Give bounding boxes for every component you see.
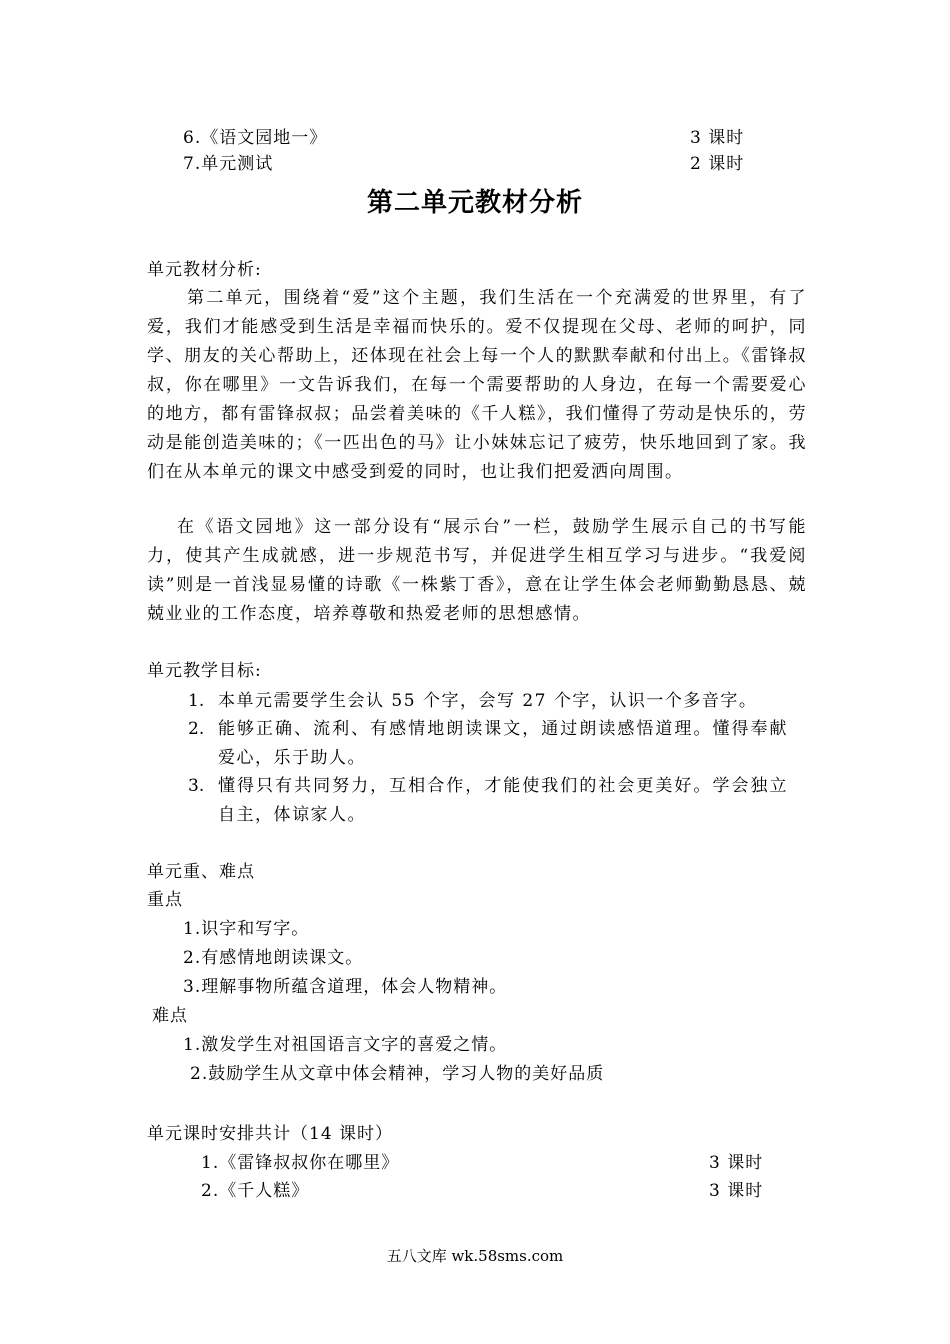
schedule-item-2-hours: 3 课时 [709,1181,764,1201]
footer-watermark: 五八文库 wk.58sms.com [386,1247,564,1265]
schedule-heading: 单元课时安排共计（14 课时） [147,1124,394,1144]
key-item-2: 2.有感情地朗读课文。 [183,948,364,968]
goal-item-1-number: 1. [188,691,205,711]
analysis-heading: 单元教材分析: [147,260,262,280]
difficult-label: 难点 [152,1006,188,1026]
key-item-1: 1.识字和写字。 [183,919,310,939]
top-list-item-7-hours: 2 课时 [690,154,745,174]
schedule-item-1-hours: 3 课时 [709,1153,764,1173]
top-list-item-6-label: 6.《语文园地一》 [183,128,328,148]
goal-item-2-text: 能够正确、流利、有感情地朗读课文，通过朗读感悟道理。懂得奉献爱心，乐于助人。 [218,719,788,768]
key-item-3: 3.理解事物所蕴含道理，体会人物精神。 [183,977,508,997]
goal-item-3-number: 3. [188,776,205,796]
goals-heading: 单元教学目标: [147,661,262,681]
schedule-item-1-label: 1.《雷锋叔叔你在哪里》 [201,1153,400,1173]
top-list-item-6-hours: 3 课时 [690,128,745,148]
goal-item-2-number: 2. [188,719,205,739]
key-label: 重点 [147,890,183,910]
schedule-item-2-label: 2.《千人糕》 [201,1181,310,1201]
difficult-item-2: 2.鼓励学生从文章中体会精神，学习人物的美好品质 [190,1064,605,1084]
page-title: 第二单元教材分析 [366,188,583,218]
analysis-paragraph-1: 第二单元，围绕着“爱”这个主题，我们生活在一个充满爱的世界里，有了爱，我们才能感受到生活是幸福而快乐的。爱不仅提现在父母、老师的呵护，同学、朋友的关心帮助上，还体现在社会上每一个人的默默奉献和付出上。《雷锋叔叔，你在哪里》一文告诉我们，在每一个需要帮助的人身边，在每一个需要爱心的地方，都有雷锋叔叔；品尝着美味的《千人糕》，我们懂得了劳动是快乐的，劳动是能创造美味的；《一匹出色的马》让小妹妹忘记了疲劳，快乐地回到了家。我们在从本单元的课文中感受到爱的同时，也让我们把爱洒向周围。 [147,288,807,482]
key-points-heading: 单元重、难点 [147,862,255,882]
goal-item-3-text: 懂得只有共同努力，互相合作，才能使我们的社会更美好。学会独立自主，体谅家人。 [218,776,788,825]
difficult-item-1: 1.激发学生对祖国语言文字的喜爱之情。 [183,1035,508,1055]
analysis-paragraph-2: 在《语文园地》这一部分设有“展示台”一栏，鼓励学生展示自己的书写能力，使其产生成就感，进一步规范书写，并促进学生相互学习与进步。“我爱阅读”则是一首浅显易懂的诗歌《一株紫丁香》，意在让学生体会老师勤勤恳恳、兢兢业业的工作态度，培养尊敬和热爱老师的思想感情。 [147,517,807,624]
top-list-item-7-label: 7.单元测试 [183,154,274,174]
goal-item-1-text: 本单元需要学生会认 55 个字，会写 27 个字，认识一个多音字。 [218,691,758,711]
